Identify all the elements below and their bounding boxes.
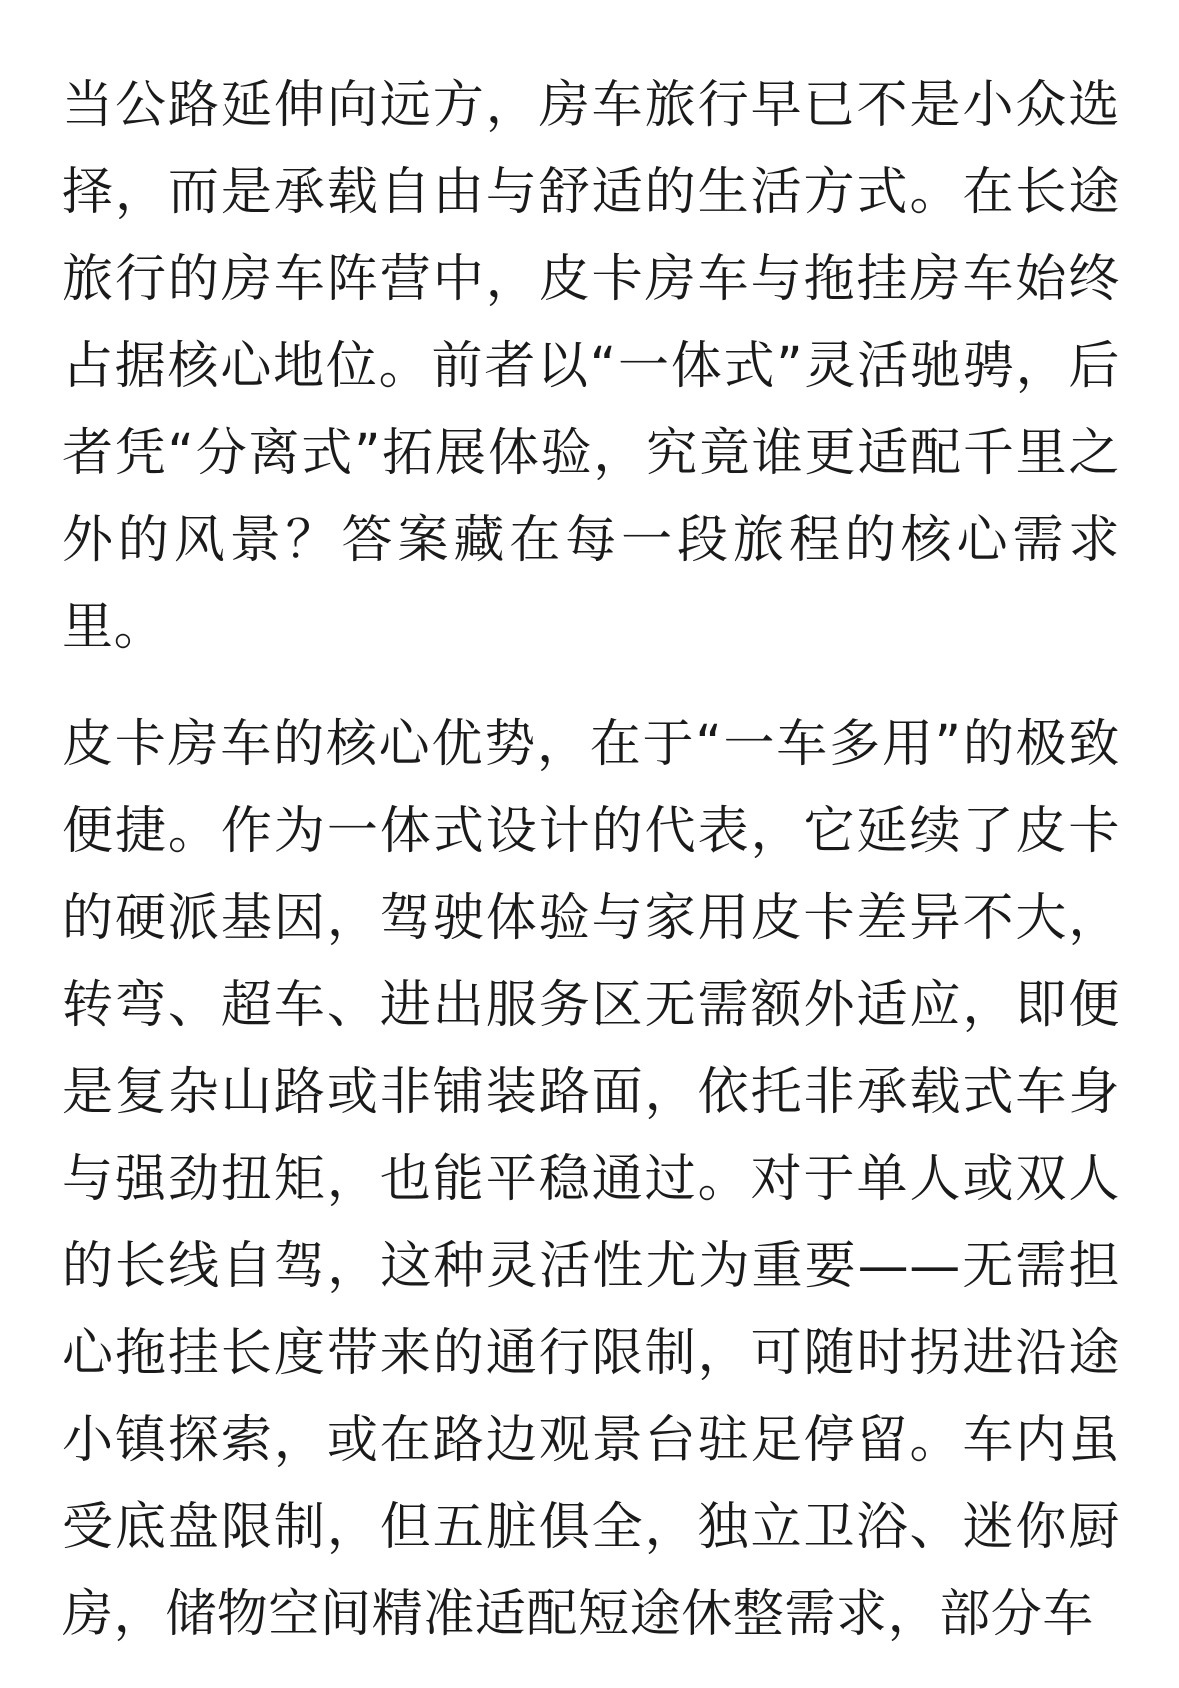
paragraph-pickup-rv: 皮卡房车的核心优势，在于“一车多用”的极致便捷。作为一体式设计的代表，它延续了皮卡的硬派基因，驾驶体验与家用皮卡差异不大，转弯、超车、进出服务区无需额外适应，即便是复杂山路或非铺装路面，依托非承载式车身与强劲扭矩，也能平稳通过。对于单人或双人的长线自驾，这种灵活性尤为重要——无需担心拖挂长度带来的通行限制，可随时拐进沿途小镇探索，或在路边观景台驻足停留。车内虽受底盘限制，但五脏俱全，独立卫浴、迷你厨房，储物空间精准适配短途休整需求，部分车 xyxy=(62,715,1120,1644)
paragraph-intro: 当公路延伸向远方，房车旅行早已不是小众选择，而是承载自由与舒适的生活方式。在长途旅行的房车阵营中，皮卡房车与拖挂房车始终占据核心地位。前者以“一体式”灵活驰骋，后者凭“分离式”拓展体验，究竟谁更适配千里之外的风景？答案藏在每一段旅程的核心需求里。 xyxy=(62,76,1120,657)
article-body xyxy=(62,62,1120,1688)
